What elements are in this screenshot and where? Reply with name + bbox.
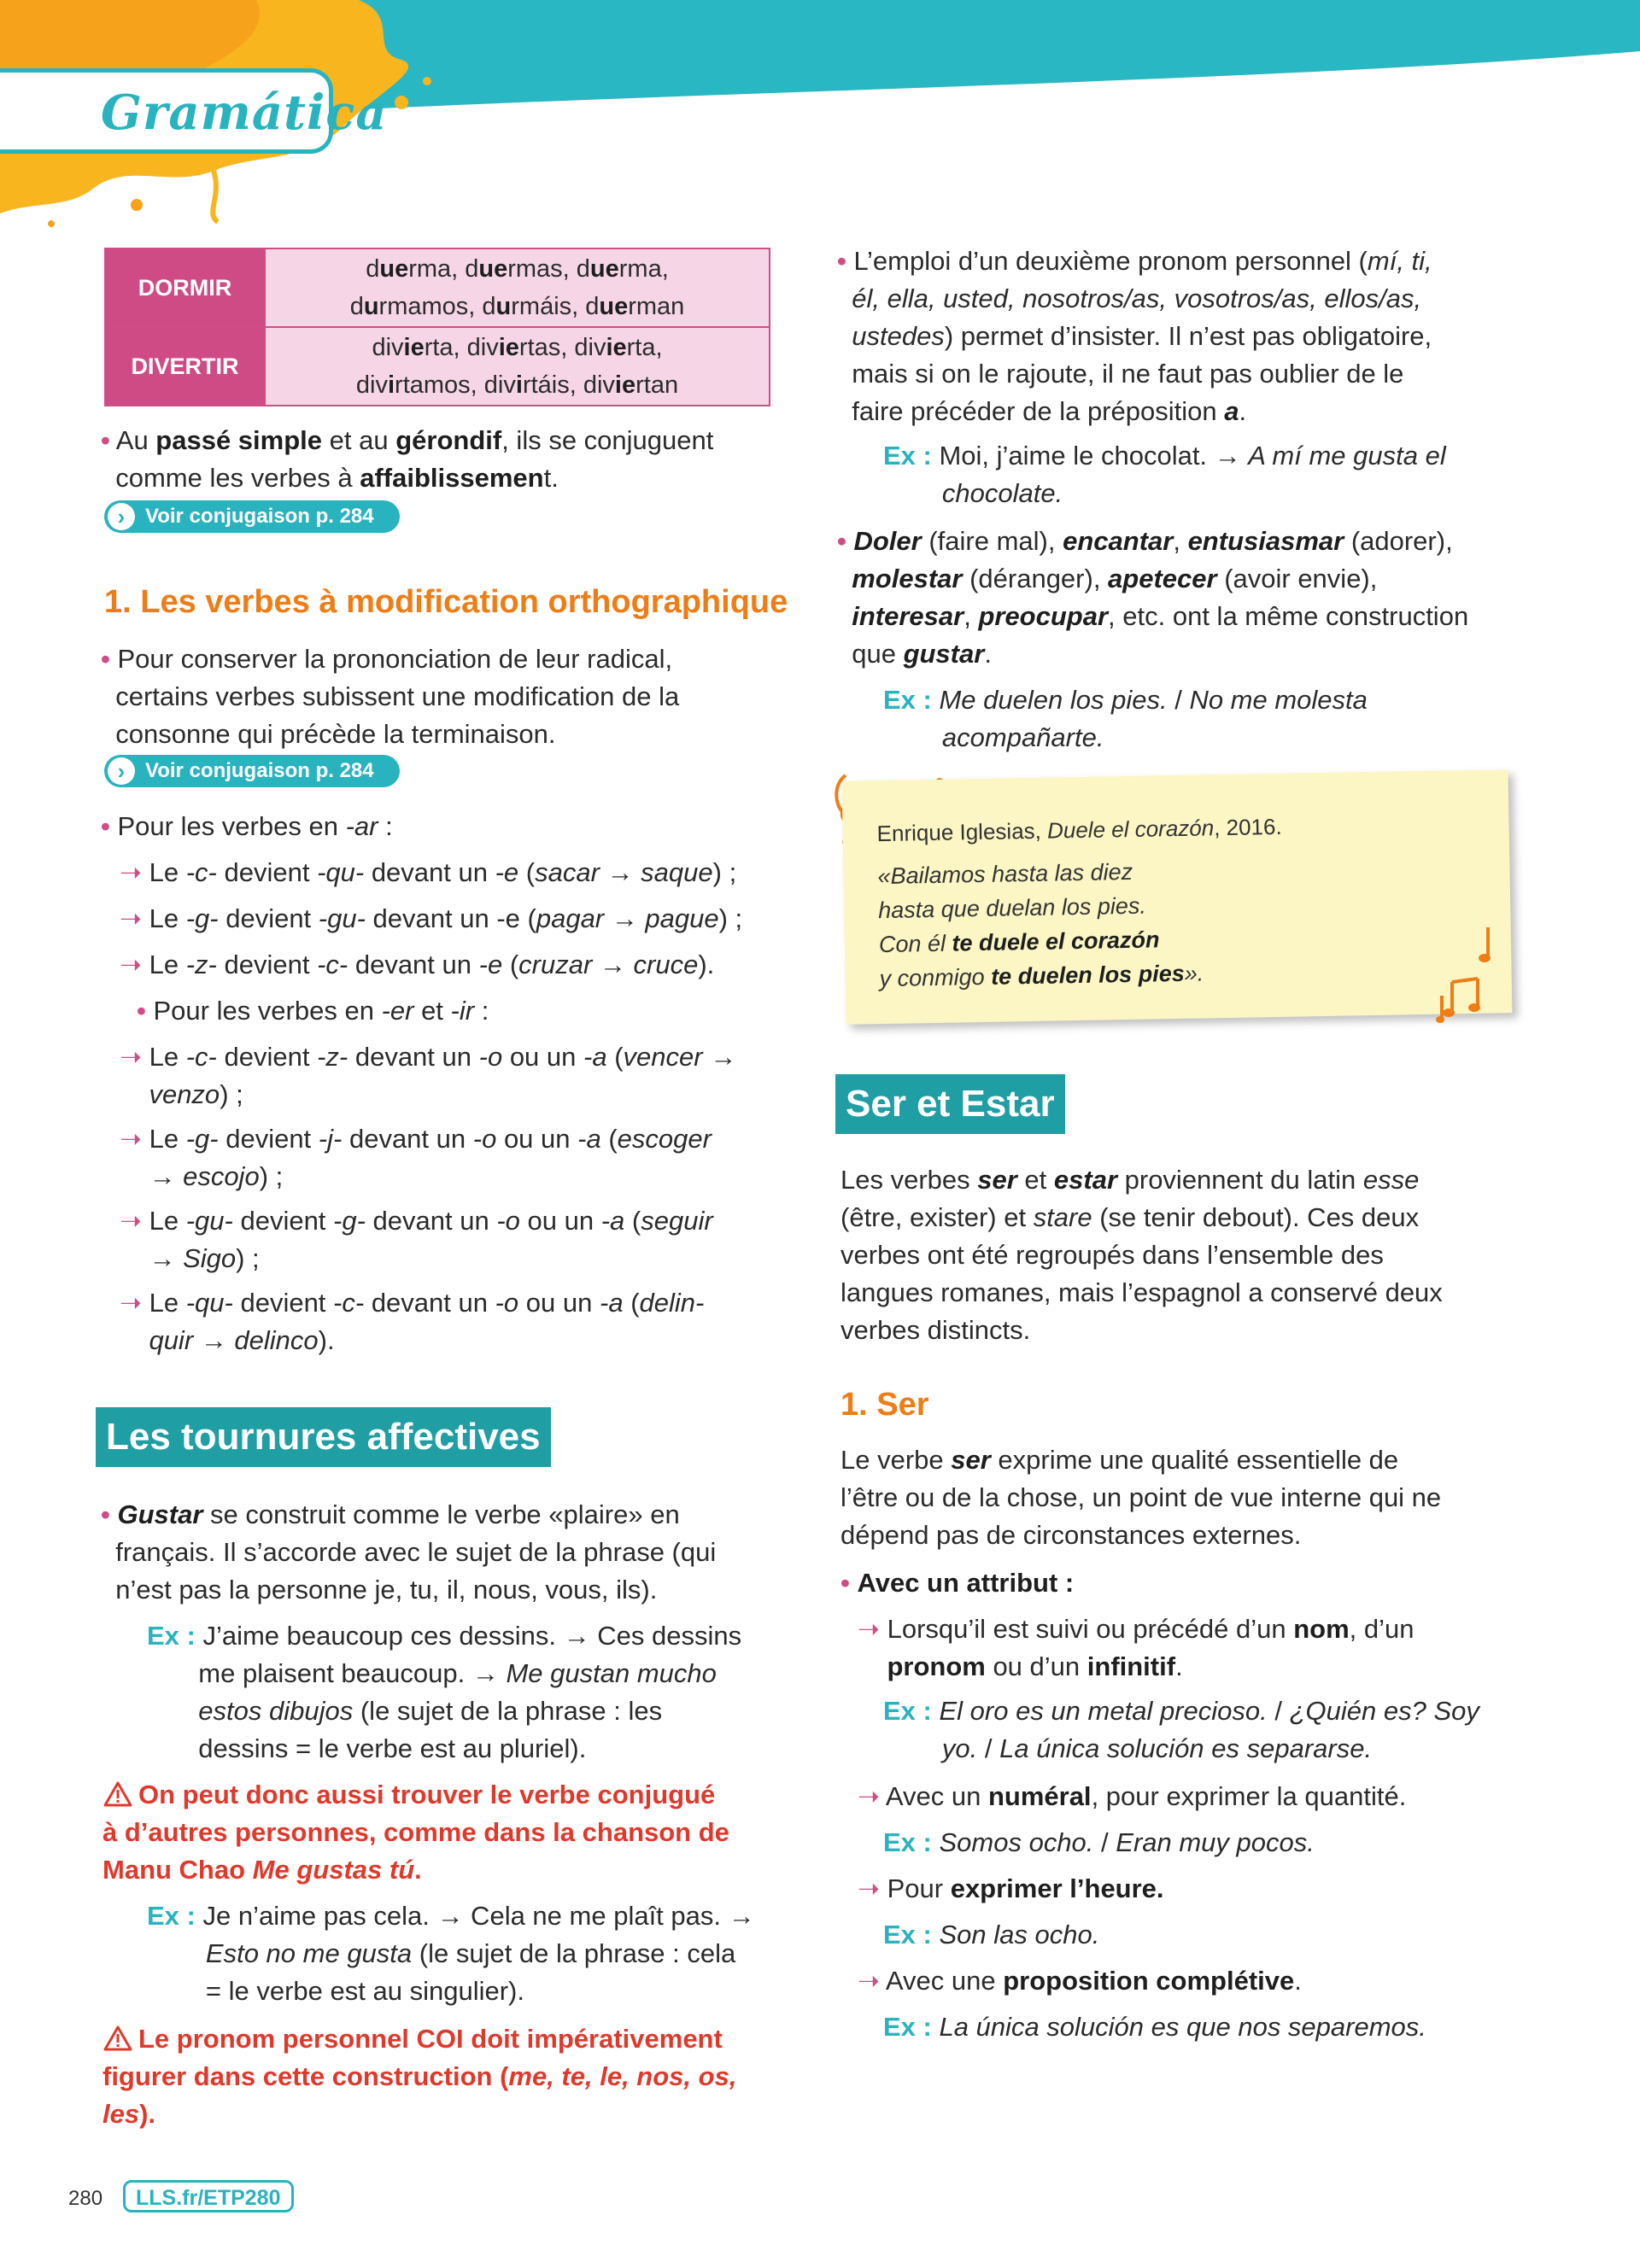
table-row: [105, 327, 770, 406]
chevron-right-icon: ›: [108, 757, 135, 785]
voir-conjugaison-link[interactable]: › Voir conjugaison p. 284: [104, 500, 400, 533]
paragraph-doler: • Doler (faire mal), encantar, entusiasmar (adorer), molestar (déranger), apetecer (avoir envie), interesar, preocupar, etc. ont la même construction que gustar.: [837, 526, 1469, 669]
conjugation-table: [104, 248, 770, 406]
example-block: Ex : Somos ocho. / Eran muy pocos.: [883, 1827, 1315, 1857]
rule-item: ➝ Avec un numéral, pour exprimer la quantité.: [858, 1781, 1407, 1811]
paragraph-ser-estar-intro: Les verbes ser et estar proviennent du latin esse (être, exister) et stare (se tenir debout). Ces deux verbes ont été regroupés dans l’ensemble des langues romanes, mais l’espagnol a conservé deux verbes distincts.: [840, 1165, 1443, 1345]
song-lyrics: «Bailamos hasta las diez hasta que duelan los pies. Con él te duele el corazón y conmigo te duelen los pies».: [877, 858, 1204, 992]
warning-icon: [102, 1781, 133, 1807]
rule-item: ➝ Le -g- devient -j- devant un -o ou un -a (escoger → escojo) ;: [120, 1124, 712, 1191]
warning-text: On peut donc aussi trouver le verbe conjugué à d’autres personnes, comme dans la chanson de Manu Chao Me gustas tú.: [102, 1780, 729, 1885]
paragraph-passe-simple: • Au passé simple et au gérondif, ils se conjuguent comme les verbes à affaiblissement.: [101, 425, 714, 493]
lls-link[interactable]: LLS.fr/ETP280: [123, 2180, 294, 2212]
paragraph-gustar: • Gustar se construit comme le verbe «plaire» en français. Il s’accorde avec le sujet de la phrase (qui n’est pas la personne je, tu, il, nous, vous, ils).: [101, 1499, 717, 1605]
heading-ser: 1. Ser: [840, 1387, 929, 1423]
rule-item: ➝ Le -gu- devient -g- devant un -o ou un -a (seguir → Sigo) ;: [120, 1206, 713, 1273]
voir-conjugaison-link[interactable]: › Voir conjugaison p. 284: [104, 755, 400, 787]
verb-forms: divierta, diviertas, divierta, divirtamos, divirtáis, diviertan: [265, 327, 770, 406]
song-quote-note: [842, 769, 1513, 1025]
heading-tournures-affectives: Les tournures affectives: [96, 1407, 551, 1467]
verb-forms: duerma, duermas, duerma, durmamos, durmáis, duerman: [265, 248, 770, 327]
table-row: [105, 248, 770, 327]
rule-item: ➝ Le -qu- devient -c- devant un -o ou un -a (delin- quir → delinco).: [120, 1288, 705, 1355]
paragraph-conserver: • Pour conserver la prononciation de leur radical, certains verbes subissent une modification de la consonne qui précède la terminaison.: [101, 644, 680, 749]
paragraph-verbes-er-ir: • Pour les verbes en -er et -ir :: [137, 996, 489, 1026]
paragraph-ser-definition: Le verbe ser exprime une qualité essentielle de l’être ou de la chose, un point de vue interne qui ne dépend pas de circonstances externes.: [840, 1445, 1442, 1550]
heading-modification: 1. Les verbes à modification orthographique: [104, 584, 788, 620]
verb-label: DORMIR: [105, 248, 265, 327]
example-block: Ex : El oro es un metal precioso. / ¿Quién es? Soy yo. / La única solución es separarse.: [883, 1696, 1479, 1763]
section-title-box: [0, 68, 388, 154]
section-title: Gramática: [101, 85, 388, 141]
warning-note: [102, 2020, 736, 2133]
paragraph-attribut: • Avec un attribut :: [840, 1568, 1075, 1598]
rule-item: ➝ Le -c- devient -z- devant un -o ou un -a (vencer → venzo) ;: [120, 1042, 737, 1109]
chevron-right-icon: ›: [108, 503, 135, 530]
page-number: 280: [68, 2187, 103, 2210]
warning-text: Le pronom personnel COI doit impérativement figurer dans cette construction (me, te, le, nos, os, les).: [102, 2024, 737, 2129]
heading-ser-et-estar: Ser et Estar: [835, 1074, 1065, 1134]
rule-item: ➝ Le -c- devient -qu- devant un -e (sacar → saque) ;: [120, 857, 737, 887]
verb-label: DIVERTIR: [105, 327, 265, 406]
example-block: Ex : Moi, j’aime le chocolat. → A mí me gusta el chocolate.: [883, 441, 1446, 508]
paragraph-verbes-ar: • Pour les verbes en -ar :: [101, 811, 393, 841]
example-block: Ex : J’aime beaucoup ces dessins. → Ces dessins me plaisent beaucoup. → Me gustan mucho estos dibujos (le sujet de la phrase : les dessins = le verbe est au pluriel).: [147, 1621, 742, 1763]
example-block: Ex : Son las ocho.: [883, 1920, 1100, 1949]
example-block: Ex : Me duelen los pies. / No me molesta acompañarte.: [883, 685, 1368, 752]
paragraph-deuxieme-pronom: • L’emploi d’un deuxième pronom personnel (mí, ti, él, ella, usted, nosotros/as, vosotros/as, ellos/as, ustedes) permet d’insister. Il n’est pas obligatoire, mais si on le rajoute, il ne faut pas oublier de le faire précéder de la préposition a.: [837, 246, 1432, 426]
rule-item: ➝ Lorsqu’il est suivi ou précédé d’un nom, d’un pronom ou d’un infinitif.: [858, 1614, 1414, 1681]
rule-item: ➝ Pour exprimer l’heure.: [858, 1873, 1164, 1903]
rule-item: ➝ Avec une proposition complétive.: [858, 1966, 1302, 1996]
example-block: Ex : Je n’aime pas cela. → Cela ne me plaît pas. → Esto no me gusta (le sujet de la phrase : cela = le verbe est au singulier).: [147, 1901, 755, 2006]
rule-item: ➝ Le -z- devient -c- devant un -e (cruzar → cruce).: [120, 950, 715, 979]
song-credit: Enrique Iglesias, Duele el corazón, 2016.: [876, 813, 1282, 847]
warning-icon: [102, 2025, 133, 2051]
warning-note: [102, 1776, 729, 1889]
rule-item: ➝ Le -g- devient -gu- devant un -e (pagar → pague) ;: [120, 903, 743, 933]
music-notes-icon: [1435, 922, 1503, 1025]
example-block: Ex : La única solución es que nos separemos.: [883, 2012, 1426, 2042]
